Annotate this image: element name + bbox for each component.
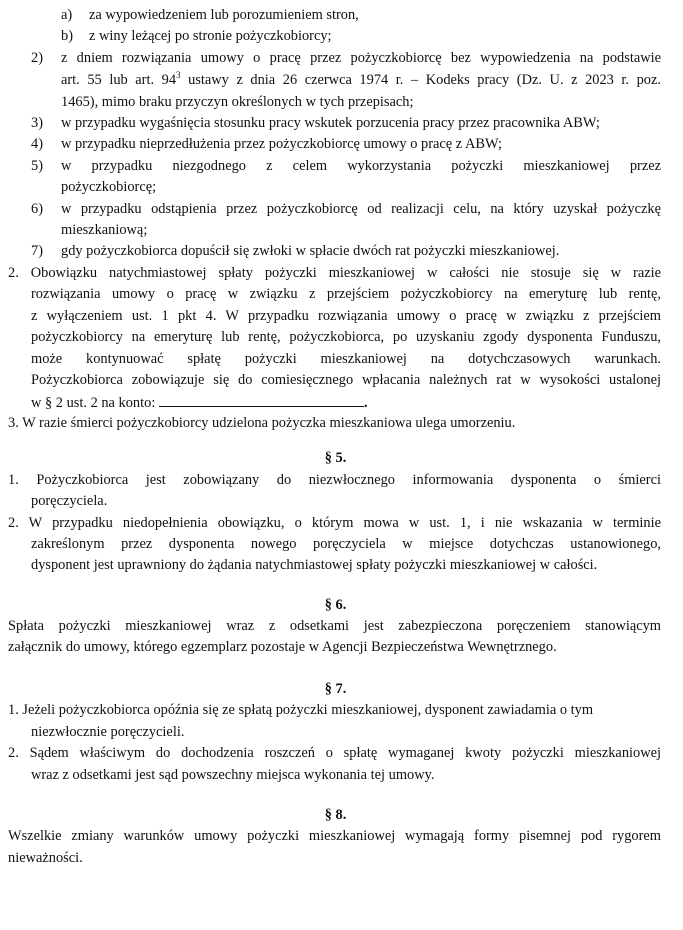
paragraph-line: zakreślonym przez dysponenta nowego poręczyciela w miejsce dotychczas ustanowionego, [31,536,661,552]
list-label: 5) [31,158,43,174]
section-heading: § 6. [324,597,347,613]
paragraph-line: Spłata pożyczki mieszkaniowej wraz z odsetkami jest zabezpieczona poręczeniem stanowiącym [8,618,661,634]
account-line: w § 2 ust. 2 na konto: . [31,392,368,412]
list-label: 3) [31,115,43,131]
list-label: 6) [31,201,43,217]
paragraph-line: niezwłocznie poręczycieli. [31,724,185,740]
list-item-text: gdy pożyczkobiorca dopuścił się zwłoki w spłacie dwóch rat pożyczki mieszkaniowej. [61,243,560,259]
paragraph-line: 1. Pożyczkobiorca jest zobowiązany do niezwłocznego informowania dysponenta o śmierci [8,472,661,488]
paragraph-line: 3. W razie śmierci pożyczkobiorcy udzielona pożyczka mieszkaniowa ulega umorzeniu. [8,415,516,431]
list-item-text: z winy leżącej po stronie pożyczkobiorcy; [89,28,332,44]
list-label: 7) [31,243,43,259]
paragraph-line: 1. Jeżeli pożyczkobiorca opóźnia się ze spłatą pożyczki mieszkaniowej, dysponent zawiadamia o tym [8,702,594,718]
paragraph-line: Wszelkie zmiany warunków umowy pożyczki mieszkaniowej wymagają formy pisemnej pod rygorem [8,828,661,844]
list-item-text: z dniem rozwiązania umowy o pracę przez pożyczkobiorcę bez wypowiedzenia na podstawie [61,50,661,66]
list-item-text: 1465), mimo braku przyczyn określonych w tych przepisach; [61,94,414,110]
list-label: 2) [31,50,43,66]
paragraph-line: Pożyczkobiorca zobowiązuje się do comiesięcznego wpłacania należnych rat w wysokości ustalonej [31,372,661,388]
paragraph-line: może kontynuować spłatę pożyczki mieszkaniowej na dotychczasowych warunkach. [31,351,661,367]
list-item-text: mieszkaniową; [61,222,148,238]
paragraph-line: rozwiązania umowy o pracę w związku z przejściem pożyczkobiorcy na emeryturę lub rentę, [31,286,661,302]
list-item-text: w przypadku nieprzedłużenia przez pożyczkobiorcę umowy o pracę z ABW; [61,136,502,152]
paragraph-line: 2. Obowiązku natychmiastowej spłaty pożyczki mieszkaniowej w całości nie stosuje się w razie [8,265,661,281]
paragraph-line: 2. Sądem właściwym do dochodzenia roszczeń o spłatę wymaganej kwoty pożyczki mieszkaniowej [8,745,661,761]
paragraph-line: dysponent jest uprawniony do żądania natychmiastowej spłaty pożyczki mieszkaniowej w całości. [31,557,598,573]
list-label: 4) [31,136,43,152]
section-heading: § 5. [324,450,347,466]
list-item-text: w przypadku wygaśnięcia stosunku pracy wskutek porzucenia pracy przez pracownika ABW; [61,115,600,131]
paragraph-line: wraz z odsetkami jest sąd powszechny miejsca wykonania tej umowy. [31,767,435,783]
paragraph-line: pożyczkobiorcy na emeryturę lub rentę, pożyczkobiorca, po uzyskaniu zgody dysponenta Funduszu, [31,329,661,345]
section-heading: § 8. [324,807,347,823]
list-item-text: za wypowiedzeniem lub porozumieniem stron, [89,7,359,23]
section-heading: § 7. [324,681,347,697]
paragraph-line: załącznik do umowy, którego egzemplarz pozostaje w Agencji Bezpieczeństwa Wewnętrznego. [8,639,557,655]
paragraph-line: nieważności. [8,850,83,866]
account-number-blank [159,392,364,407]
list-item-text: pożyczkobiorcę; [61,179,157,195]
paragraph-line: 2. W przypadku niedopełnienia obowiązku, o którym mowa w ust. 1, i nie wskazania w terminie [8,515,661,531]
list-item-text: w przypadku niezgodnego z celem wykorzystania pożyczki mieszkaniowej przez [61,158,661,174]
list-item-text: art. 55 lub art. $94^3$ ustawy z dnia 26 czerwca 1974 r. – Kodeks pracy (Dz. U. z 2023 r. poz. [61,70,661,88]
list-item-text: w przypadku odstąpienia przez pożyczkobiorcę od realizacji celu, na który uzyskał pożyczkę [61,201,661,217]
paragraph-line: z wyłączeniem ust. 1 pkt 4. W przypadku rozwiązania umowy o pracę w związku z przejściem [31,308,661,324]
paragraph-line: poręczyciela. [31,493,108,509]
list-label: b) [61,28,73,44]
list-label: a) [61,7,73,23]
